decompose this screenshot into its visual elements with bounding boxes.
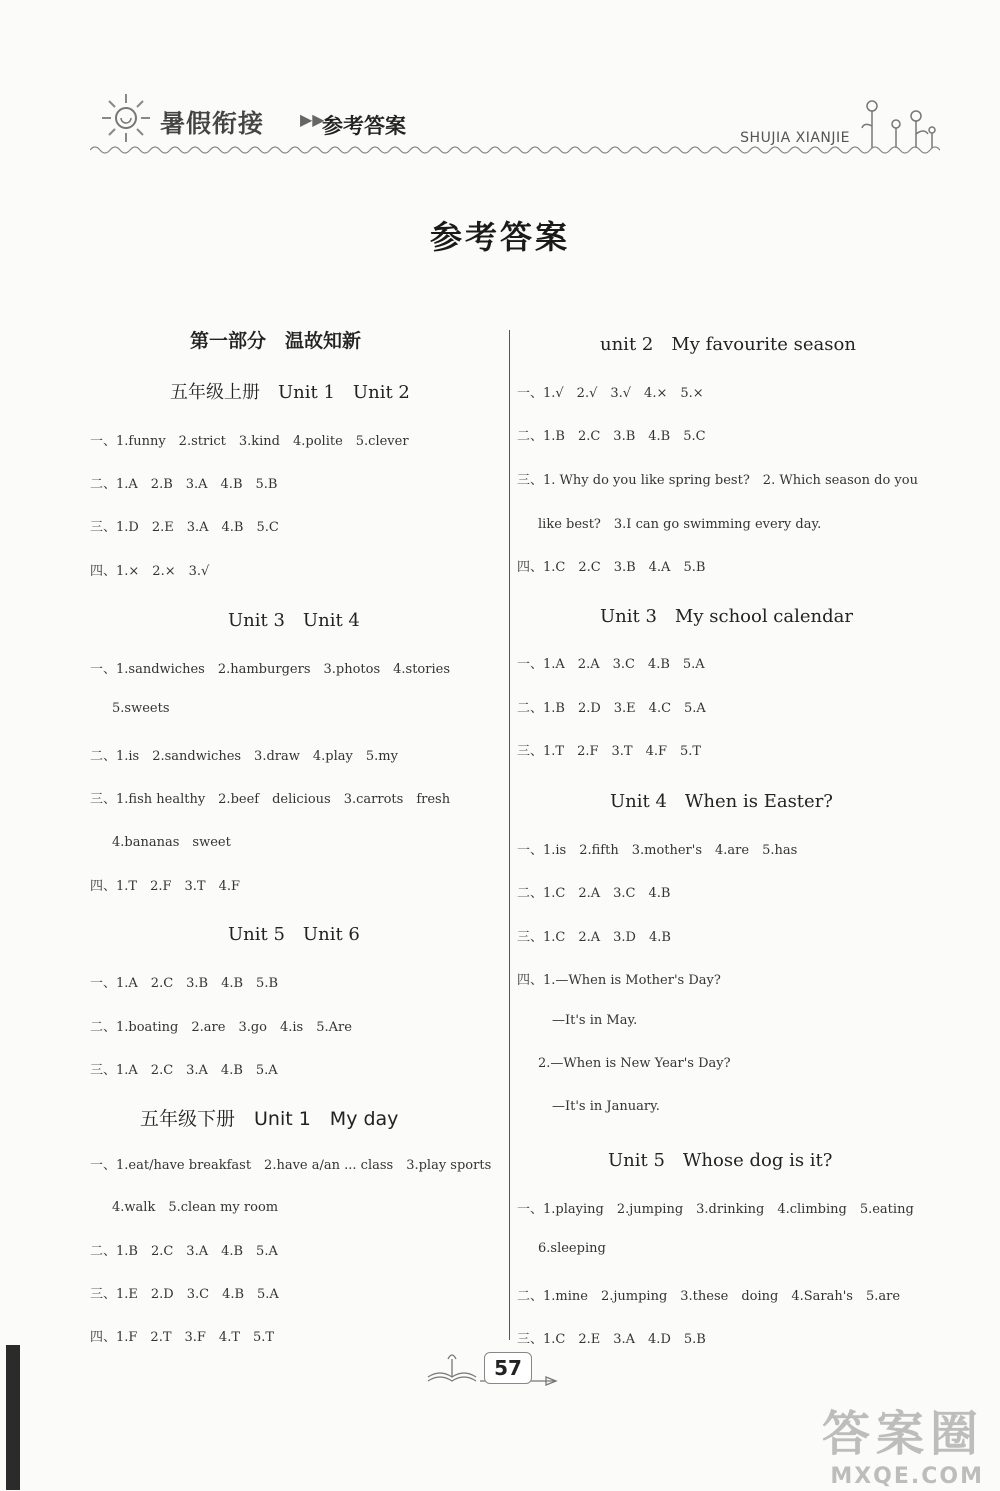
answer-line: 四、1.× 2.× 3.√ — [90, 564, 210, 579]
answer-line: like best? 3.I can go swimming every day. — [538, 517, 822, 532]
answer-line: 一、1.is 2.fifth 3.mother's 4.are 5.has — [517, 843, 798, 858]
section-heading: 五年级下册 Unit 1 My day — [140, 1108, 399, 1130]
section-heading: Unit 3 Unit 4 — [228, 610, 360, 631]
answer-line: —It's in May. — [552, 1013, 638, 1028]
watermark-logo: 答案圈 — [821, 1406, 984, 1462]
answer-line: 一、1.sandwiches 2.hamburgers 3.photos 4.stories — [90, 662, 450, 677]
watermark — [822, 1395, 984, 1489]
part-title: 第一部分 温故知新 — [190, 330, 362, 352]
answer-line: 三、1. Why do you like spring best? 2. Which season do you — [517, 473, 918, 488]
arrow-icon: ▶▶ — [300, 110, 325, 129]
answer-line: 二、1.is 2.sandwiches 3.draw 4.play 5.my — [90, 749, 398, 764]
answer-line: —It's in January. — [552, 1099, 660, 1114]
answer-line: 四、1.C 2.C 3.B 4.A 5.B — [517, 560, 706, 575]
header-divider — [90, 144, 940, 156]
section-heading: Unit 5 Whose dog is it? — [608, 1150, 833, 1171]
answer-line: 二、1.B 2.C 3.B 4.B 5.C — [517, 429, 706, 444]
answer-line: 二、1.B 2.C 3.A 4.B 5.A — [90, 1244, 278, 1259]
answer-line: 二、1.mine 2.jumping 3.these doing 4.Sarah's 5.are — [517, 1289, 901, 1304]
answer-line: 三、1.T 2.F 3.T 4.F 5.T — [517, 744, 702, 759]
answer-line: 三、1.C 2.A 3.D 4.B — [517, 930, 671, 945]
answer-line: 二、1.A 2.B 3.A 4.B 5.B — [90, 477, 278, 492]
section-heading: 五年级上册 Unit 1 Unit 2 — [170, 382, 410, 403]
answer-line: 一、1.funny 2.strict 3.kind 4.polite 5.clever — [90, 434, 409, 449]
answer-line: 6.sleeping — [538, 1241, 606, 1256]
answer-line: 三、1.C 2.E 3.A 4.D 5.B — [517, 1332, 706, 1347]
sun-icon — [100, 92, 152, 144]
answer-line: 2.—When is New Year's Day? — [538, 1056, 731, 1071]
scan-edge — [6, 1345, 20, 1490]
answer-line: 四、1.F 2.T 3.F 4.T 5.T — [90, 1330, 275, 1345]
answer-line: 四、1.T 2.F 3.T 4.F — [90, 879, 240, 894]
page-header — [90, 88, 940, 158]
answer-line: 三、1.fish healthy 2.beef delicious 3.carrots fresh — [90, 792, 451, 807]
brand-title: 暑假衔接 — [160, 109, 265, 138]
flower-icon — [860, 94, 940, 148]
answer-line: 一、1.A 2.C 3.B 4.B 5.B — [90, 976, 279, 991]
page-title: 参考答案 — [429, 218, 570, 256]
column-divider — [509, 330, 510, 1340]
answer-line: 4.walk 5.clean my room — [112, 1200, 279, 1215]
answer-line: 三、1.D 2.E 3.A 4.B 5.C — [90, 520, 279, 535]
section-heading: Unit 3 My school calendar — [600, 606, 853, 627]
answer-line: 4.bananas sweet — [112, 835, 231, 850]
answer-line: 三、1.E 2.D 3.C 4.B 5.A — [90, 1287, 279, 1302]
answer-line: 二、1.C 2.A 3.C 4.B — [517, 886, 671, 901]
section-heading: unit 2 My favourite season — [600, 334, 856, 355]
page-number: 57 — [484, 1352, 532, 1384]
watermark-url: MXQE.COM — [830, 1464, 984, 1489]
answer-line: 一、1.A 2.A 3.C 4.B 5.A — [517, 657, 705, 672]
answer-line: 三、1.A 2.C 3.A 4.B 5.A — [90, 1063, 278, 1078]
answer-line: 四、1.—When is Mother's Day? — [517, 973, 721, 988]
header-pinyin: SHUJIA XIANJIE — [740, 130, 850, 146]
answer-line: 一、1.√ 2.√ 3.√ 4.× 5.× — [517, 386, 704, 401]
answer-line: 一、1.eat/have breakfast 2.have a/an ... class 3.play sports — [90, 1158, 492, 1173]
answer-line: 二、1.boating 2.are 3.go 4.is 5.Are — [90, 1020, 352, 1035]
header-subtitle: 参考答案 — [322, 114, 406, 138]
section-heading: Unit 4 When is Easter? — [610, 791, 833, 812]
answer-line: 二、1.B 2.D 3.E 4.C 5.A — [517, 701, 706, 716]
answer-line: 一、1.playing 2.jumping 3.drinking 4.climbing 5.eating — [517, 1202, 914, 1217]
section-heading: Unit 5 Unit 6 — [228, 924, 360, 945]
answer-line: 5.sweets — [112, 701, 170, 716]
